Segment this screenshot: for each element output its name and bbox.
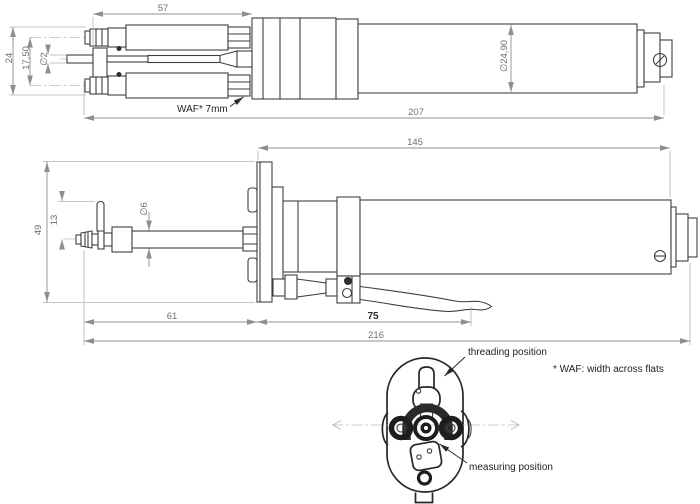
- dim-dia24-90: ∅24,90: [499, 39, 510, 73]
- dim-57: 57: [157, 3, 169, 14]
- bottom-air-fitting: [85, 72, 250, 98]
- dim-75: 75: [367, 311, 379, 322]
- threading-position-label: threading position: [468, 347, 547, 358]
- trigger-lever: [360, 287, 492, 312]
- dim-61: 61: [166, 311, 178, 322]
- dim-17-50: 17,50: [21, 46, 32, 70]
- bottom-tab: [416, 493, 433, 503]
- dim-24: 24: [4, 52, 15, 64]
- front-view: [332, 347, 553, 503]
- dim-207: 207: [408, 107, 424, 118]
- trigger-mechanism: [273, 275, 492, 312]
- fitting-screw-icon: [117, 72, 122, 77]
- dim-49: 49: [33, 224, 44, 236]
- dim-dia2: ∅2: [39, 52, 50, 66]
- dim-216: 216: [368, 330, 384, 341]
- top-view: [4, 3, 672, 118]
- dim-145: 145: [407, 137, 423, 148]
- measuring-position-label: measuring position: [469, 462, 553, 473]
- top-air-fitting: [85, 25, 250, 51]
- dim-13: 13: [49, 214, 60, 226]
- side-view: [33, 137, 697, 345]
- pivot-screw-icon: [344, 277, 352, 285]
- release-pin: [97, 202, 104, 232]
- waf-footnote: * WAF: width across flats: [553, 364, 664, 375]
- lower-plate: [409, 441, 442, 472]
- fitting-screw-icon: [117, 46, 122, 51]
- probe-tip-assembly: [76, 202, 257, 253]
- top-view-body: [252, 18, 672, 99]
- dim-dia6: ∅6: [139, 202, 150, 216]
- waf-callout: WAF* 7mm: [177, 104, 228, 115]
